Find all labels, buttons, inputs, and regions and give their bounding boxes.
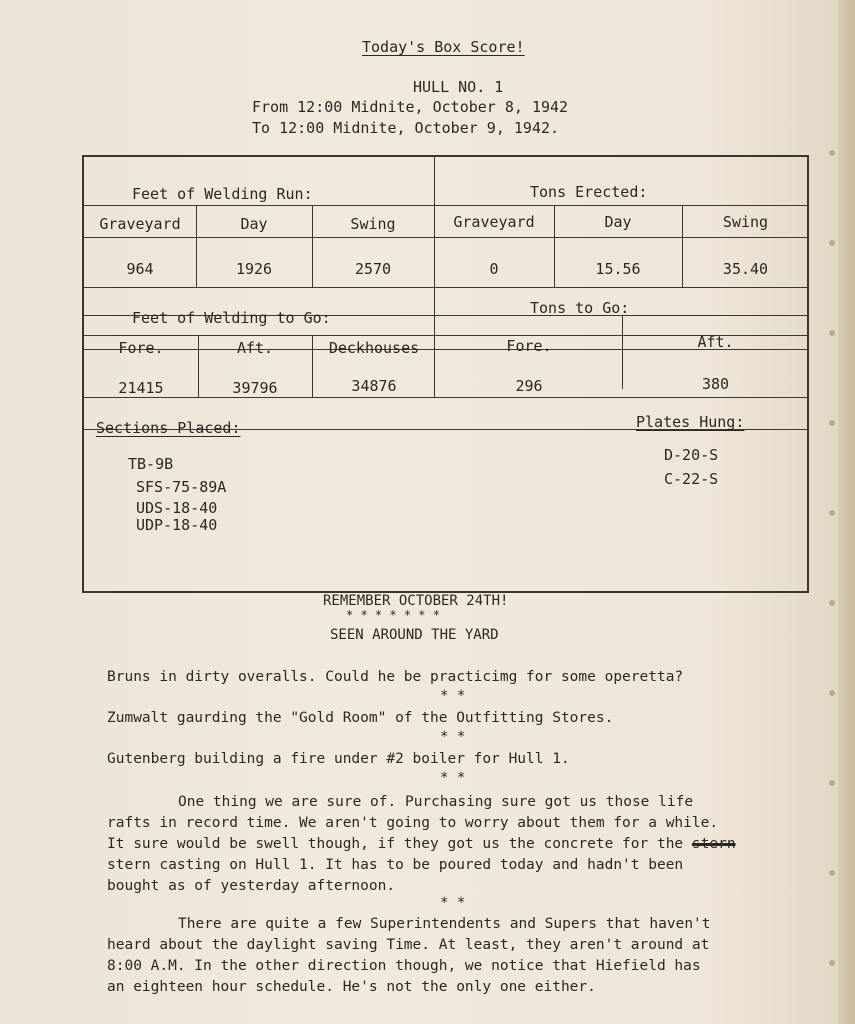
paragraph-line: heard about the daylight saving Time. At least, they aren't around at	[107, 937, 710, 953]
welding-to-go-col-fore: Fore.	[118, 339, 164, 357]
welding-run-col-swing: Swing	[350, 215, 396, 233]
welding-run-graveyard: 964	[126, 260, 154, 278]
binding-hole	[829, 420, 835, 426]
tons-to-go-fore: 296	[515, 377, 543, 395]
binding-hole	[829, 240, 835, 246]
news-item: Bruns in dirty overalls. Could he be practicimg for some operetta?	[107, 669, 684, 685]
binding-hole	[829, 150, 835, 156]
plate-item: C-22-S	[664, 470, 719, 488]
section-item: UDP-18-40	[136, 516, 218, 534]
tons-to-go-col-aft: Aft.	[697, 333, 734, 351]
hull-number: HULL NO. 1	[413, 78, 504, 96]
welding-to-go-label: Feet of Welding to Go:	[132, 309, 331, 327]
tons-to-go-label: Tons to Go:	[530, 299, 630, 317]
section-item: UDS-18-40	[136, 499, 218, 517]
separator: * *	[440, 688, 466, 704]
welding-to-go-aft: 39796	[232, 379, 278, 397]
plates-hung-label: Plates Hung:	[636, 413, 745, 431]
tons-erected-col-swing: Swing	[722, 213, 769, 231]
binding-hole	[829, 330, 835, 336]
tons-erected-graveyard: 0	[489, 260, 499, 278]
sections-placed-label: Sections Placed:	[96, 419, 241, 437]
separator: * *	[440, 729, 466, 745]
paragraph-line: 8:00 A.M. In the other direction though, we notice that Hiefield has	[107, 958, 701, 974]
tons-to-go-col-fore: Fore.	[506, 337, 552, 355]
welding-run-day: 1926	[235, 260, 273, 278]
welding-run-col-day: Day	[240, 215, 268, 233]
struck-word: stern	[691, 836, 736, 852]
separator: * *	[440, 770, 466, 786]
paragraph-line: One thing we are sure of. Purchasing sure got us those life	[178, 794, 694, 810]
remember-banner: REMEMBER OCTOBER 24TH!	[323, 593, 509, 609]
tons-erected-day: 15.56	[595, 260, 641, 278]
paragraph-line: There are quite a few Superintendents and Supers that haven't	[178, 916, 711, 932]
paragraph-line: an eighteen hour schedule. He's not the only one either.	[107, 979, 596, 995]
welding-run-col-graveyard: Graveyard	[99, 215, 181, 233]
page-title: Today's Box Score!	[362, 38, 525, 56]
paragraph-line: bought as of yesterday afternoon.	[107, 878, 396, 894]
paragraph-line: rafts in record time. We aren't going to worry about them for a while.	[107, 815, 719, 831]
tons-erected-label: Tons Erected:	[530, 183, 648, 201]
binding-hole	[829, 690, 835, 696]
date-from: From 12:00 Midnite, October 8, 1942	[252, 98, 569, 116]
binding-hole	[829, 510, 835, 516]
section-item: SFS-75-89A	[136, 478, 227, 496]
tons-erected-col-graveyard: Graveyard	[453, 213, 535, 231]
binding-hole	[829, 960, 835, 966]
box-score-table	[82, 155, 809, 593]
tons-to-go-aft: 380	[701, 375, 730, 393]
section-item: TB-9B	[128, 455, 174, 473]
welding-to-go-deckhouses: 34876	[351, 377, 397, 395]
welding-run-swing: 2570	[354, 260, 392, 278]
date-to: To 12:00 Midnite, October 9, 1942.	[252, 119, 560, 137]
paragraph-line: stern casting on Hull 1. It has to be poured today and hadn't been	[107, 857, 684, 873]
stars-divider: * * * * * * *	[346, 608, 440, 622]
tons-erected-col-day: Day	[604, 213, 632, 231]
welding-to-go-col-aft: Aft.	[236, 339, 274, 357]
section-heading: SEEN AROUND THE YARD	[330, 627, 499, 643]
tons-erected-swing: 35.40	[722, 260, 769, 278]
welding-run-label: Feet of Welding Run:	[132, 185, 313, 203]
separator: * *	[440, 895, 466, 911]
page-edge	[838, 0, 855, 1024]
paragraph-line: It sure would be swell though, if they got us the concrete for the stern	[107, 836, 736, 852]
binding-hole	[829, 780, 835, 786]
binding-hole	[829, 600, 835, 606]
news-item: Zumwalt gaurding the "Gold Room" of the Outfitting Stores.	[107, 710, 614, 726]
welding-to-go-col-deckhouses: Deckhouses	[328, 339, 420, 357]
binding-hole	[829, 870, 835, 876]
welding-to-go-fore: 21415	[118, 379, 164, 397]
plate-item: D-20-S	[664, 446, 719, 464]
news-item: Gutenberg building a fire under #2 boiler for Hull 1.	[107, 751, 570, 767]
